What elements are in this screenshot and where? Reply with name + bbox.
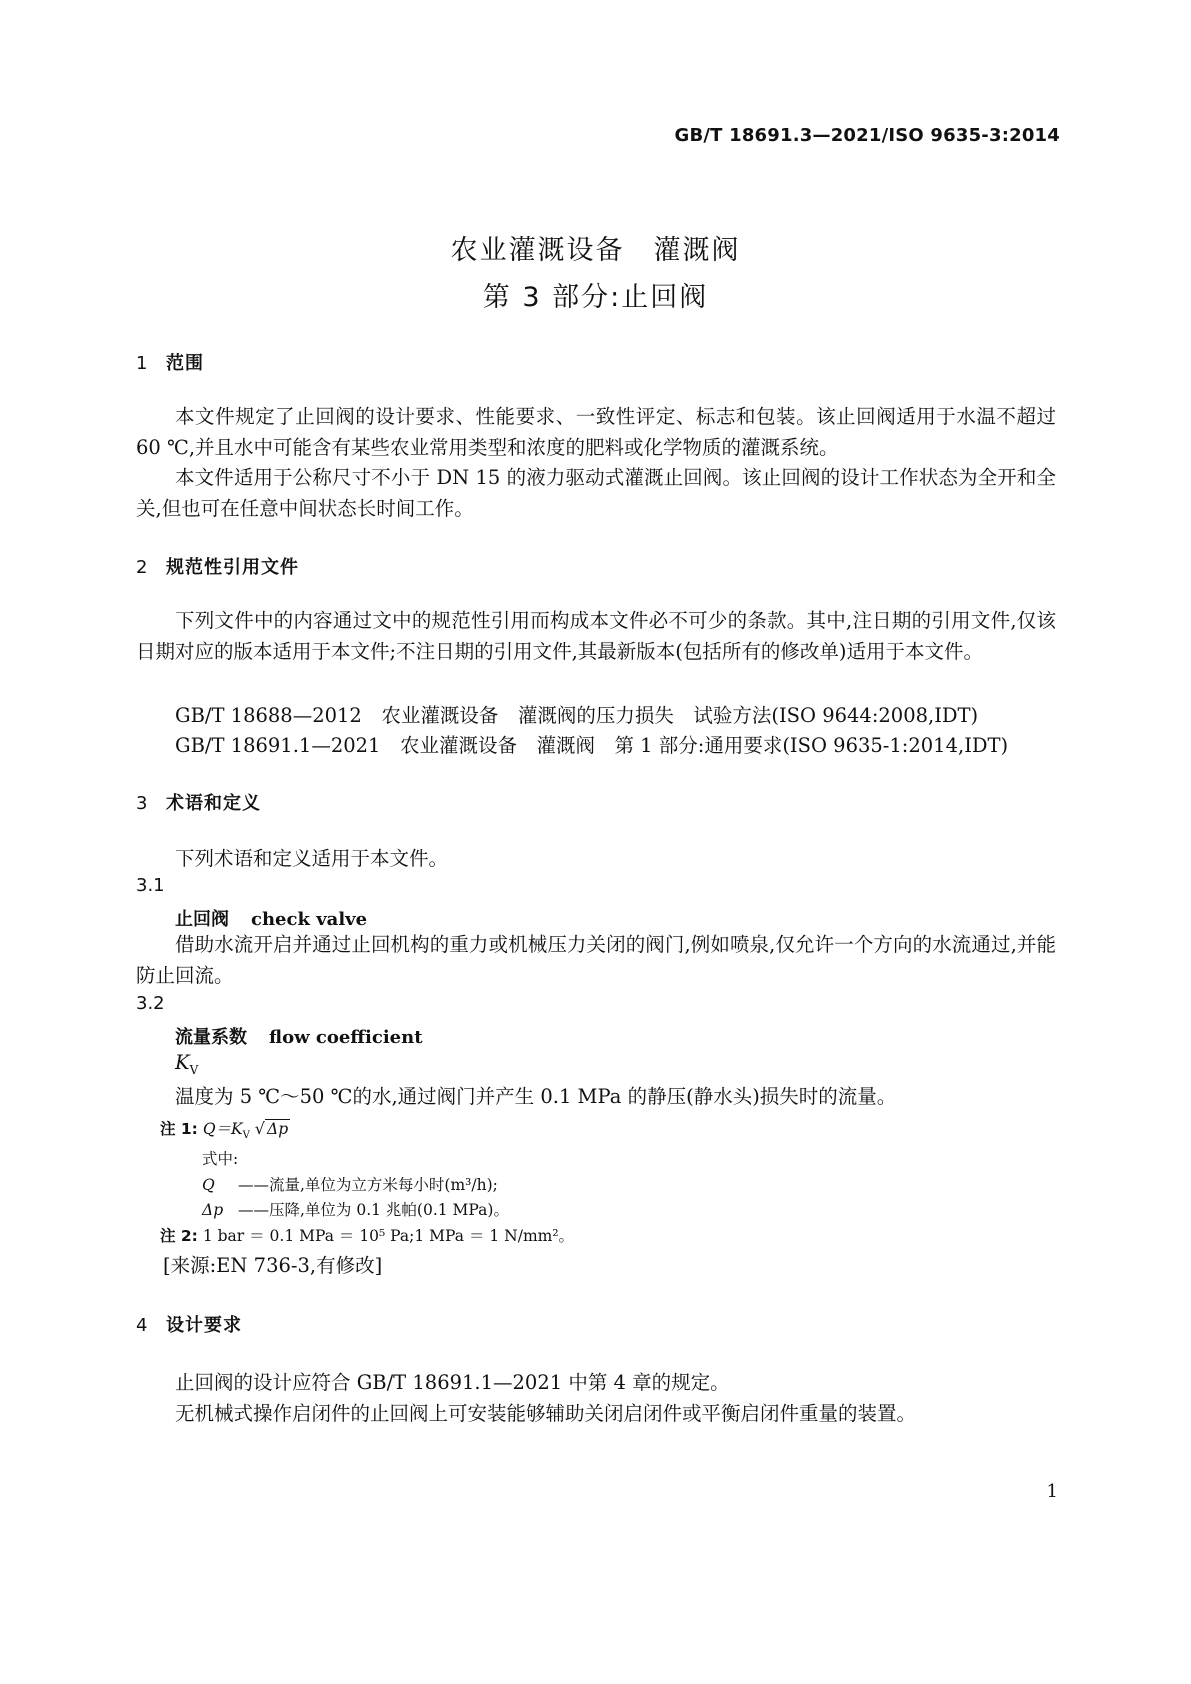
section-number: 3 <box>136 793 149 814</box>
term-name-cn: 流量系数 <box>175 1027 247 1048</box>
section-2-para-1: 下列文件中的内容通过文中的规范性引用而构成本文件必不可少的条款。其中,注日期的引用文件,仅该日期对应的版本适用于本文件;不注日期的引用文件,其最新版本(包括所有的修改单)适用于本文件。 <box>136 609 1056 663</box>
term-definition: 温度为 5 ℃～50 ℃的水,通过阀门并产生 0.1 MPa 的静压(静水头)损失时的流量。 <box>175 1085 897 1108</box>
section-title: 术语和定义 <box>166 793 261 814</box>
doc-title-line1: 农业灌溉设备 灌溉阀 <box>450 235 741 266</box>
term-source: [来源:EN 736-3,有修改] <box>163 1254 383 1277</box>
section-number: 4 <box>136 1315 149 1336</box>
section-1-heading <box>136 349 204 375</box>
section-4-para-1: 止回阀的设计应符合 GB/T 18691.1—2021 中第 4 章的规定。 <box>175 1371 730 1394</box>
term-name-cn: 止回阀 <box>175 909 229 930</box>
section-4-para-2: 无机械式操作启闭件的止回阀上可安装能够辅助关闭启闭件或平衡启闭件重量的装置。 <box>175 1402 917 1425</box>
section-number: 2 <box>136 557 149 578</box>
page-number: 1 <box>1046 1481 1058 1502</box>
section-title: 范围 <box>166 353 204 374</box>
formula-subscript: V <box>242 1130 250 1142</box>
note-2 <box>160 1224 574 1246</box>
normative-reference-2: GB/T 18691.1—2021 农业灌溉设备 灌溉阀 第 1 部分:通用要求(ISO 9635-1:2014,IDT) <box>175 734 1009 757</box>
section-number: 1 <box>136 353 149 374</box>
normative-reference-1: GB/T 18688—2012 农业灌溉设备 灌溉阀的压力损失 试验方法(ISO 9644:2008,IDT) <box>175 704 979 727</box>
note-1-var-q <box>202 1173 498 1195</box>
term-name <box>175 1023 423 1049</box>
section-title: 规范性引用文件 <box>166 557 299 578</box>
note-1-var-dp <box>202 1198 509 1220</box>
var-symbol: Q <box>202 1176 215 1194</box>
term-symbol <box>175 1051 198 1077</box>
formula-root: Δp <box>267 1120 289 1138</box>
note-1-where: 式中: <box>202 1150 239 1168</box>
term-number: 3.1 <box>136 875 165 896</box>
section-4-heading <box>136 1311 242 1337</box>
section-title: 设计要求 <box>166 1315 242 1336</box>
term-definition: 借助水流开启并通过止回机构的重力或机械压力关闭的阀门,例如喷泉,仅允许一个方向的水流通过,并能防止回流。 <box>136 933 1056 987</box>
symbol-subscript: V <box>189 1062 199 1077</box>
section-3-heading <box>136 789 261 815</box>
section-1-para-2: 本文件适用于公称尺寸不小于 DN 15 的液力驱动式灌溉止回阀。该止回阀的设计工作状态为全开和全关,但也可在任意中间状态长时间工作。 <box>136 466 1056 520</box>
doc-title-line2: 第 3 部分:止回阀 <box>482 282 709 313</box>
term-name-en: check valve <box>251 909 368 930</box>
term-name <box>175 905 367 931</box>
note-label: 注 1: <box>160 1120 198 1138</box>
standard-code: GB/T 18691.3—2021/ISO 9635-3:2014 <box>674 125 1060 146</box>
section-2-heading <box>136 553 299 579</box>
sqrt-icon: √ <box>254 1119 265 1138</box>
term-name-en: flow coefficient <box>269 1027 423 1048</box>
note-text: 1 bar ＝ 0.1 MPa ＝ 10⁵ Pa;1 MPa ＝ 1 N/mm²。 <box>202 1227 575 1245</box>
note-1 <box>160 1117 290 1141</box>
note-label: 注 2: <box>160 1227 198 1245</box>
section-3-intro: 下列术语和定义适用于本文件。 <box>175 847 449 870</box>
var-symbol: Δp <box>202 1201 224 1219</box>
term-number: 3.2 <box>136 993 165 1014</box>
var-desc: ——流量,单位为立方米每小时(m³/h); <box>238 1176 498 1194</box>
section-1-para-1: 本文件规定了止回阀的设计要求、性能要求、一致性评定、标志和包装。该止回阀适用于水温不超过 60 ℃,并且水中可能含有某些农业常用类型和浓度的肥料或化学物质的灌溉系统。 <box>136 405 1056 459</box>
symbol-k: K <box>175 1051 190 1074</box>
var-desc: ——压降,单位为 0.1 兆帕(0.1 MPa)。 <box>238 1201 509 1219</box>
formula-left: Q＝K <box>202 1120 243 1138</box>
